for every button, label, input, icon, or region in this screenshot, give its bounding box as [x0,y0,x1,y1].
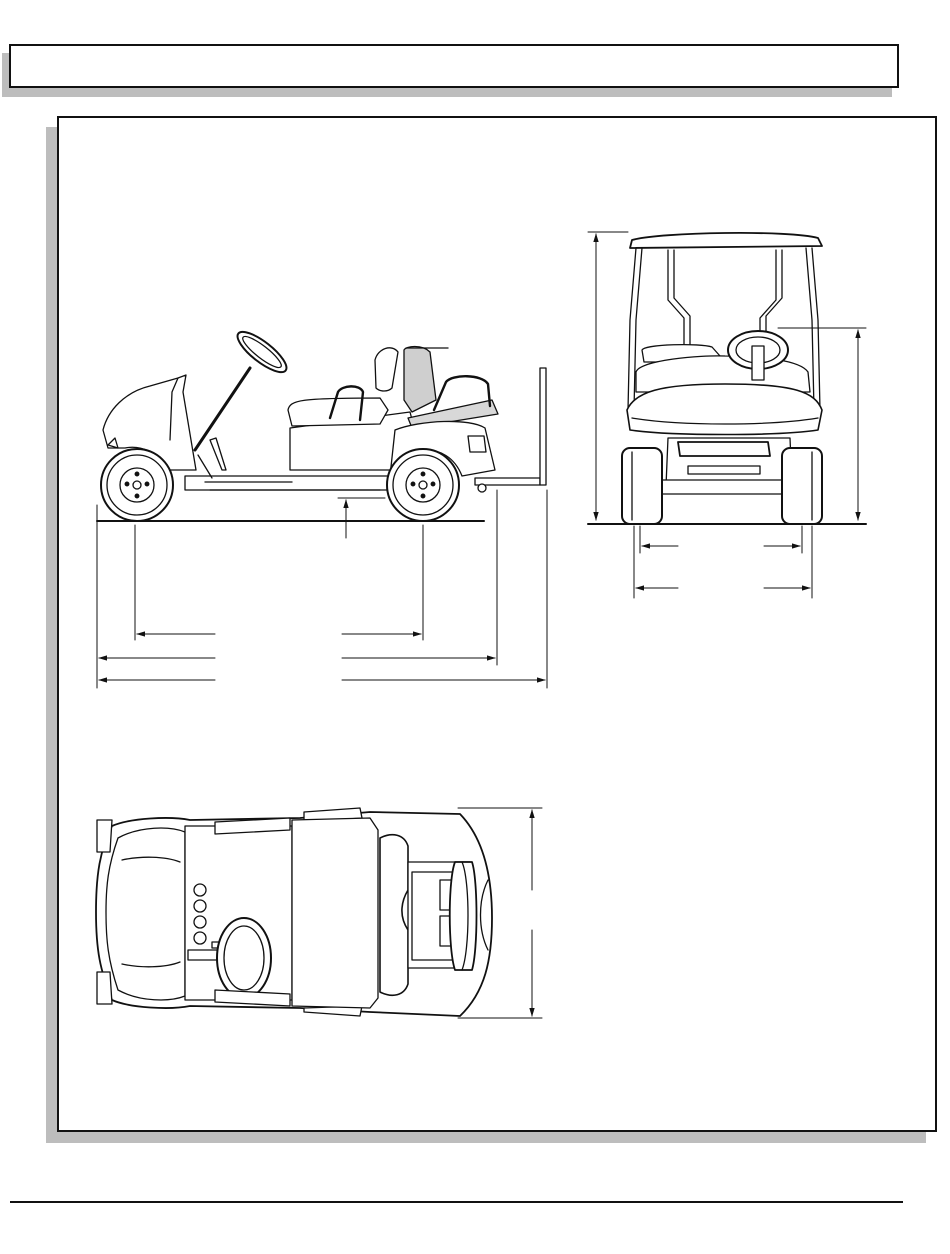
side-view-cart [97,326,546,521]
front-view-cart [588,233,866,524]
top-view-cart [96,808,492,1016]
footer-rule [10,1201,903,1203]
side-view-dimensions [97,490,547,688]
